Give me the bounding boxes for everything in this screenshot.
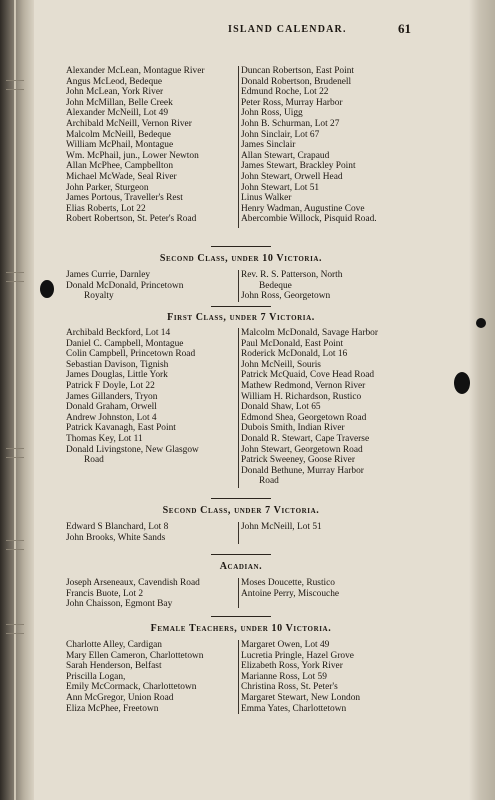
- sec5-left-column: [66, 640, 238, 714]
- list-item-continuation: Royalty: [84, 291, 114, 302]
- list-item: Sarah Henderson, Belfast: [66, 661, 162, 672]
- page-number: 61: [398, 21, 411, 36]
- section-heading: Second Class, under 10 Victoria.: [159, 253, 323, 264]
- list-item: Alexander McNeill, Lot 49: [66, 108, 169, 119]
- list-item: Margaret Stewart, New London: [241, 692, 361, 703]
- section-rule: [211, 246, 271, 247]
- list-item: Elias Roberts, Lot 22: [66, 203, 146, 214]
- list-item: Thomas Key, Lot 11: [66, 433, 143, 444]
- list-item: Edmund Roche, Lot 22: [241, 87, 329, 98]
- list-item: Alexander McLean, Montague River: [66, 66, 205, 76]
- list-item: Daniel C. Campbell, Montague: [66, 338, 184, 349]
- list-item: James Stewart, Brackley Point: [241, 161, 356, 172]
- list-item: John McNeill, Lot 51: [241, 522, 322, 532]
- list-item: Marianne Ross, Lot 59: [241, 671, 327, 682]
- list-item: Allan McPhee, Campbellton: [66, 161, 174, 172]
- binding-stitch: [6, 448, 24, 458]
- section-heading: Second Class, under 7 Victoria.: [162, 505, 320, 516]
- section-female-teachers: [66, 616, 416, 716]
- list-item: Malcolm McDonald, Savage Harbor: [241, 328, 378, 338]
- list-item: Edward S Blanchard, Lot 8: [66, 522, 169, 532]
- list-item: Dubois Smith, Indian River: [241, 423, 345, 434]
- sec2-right-column: [241, 328, 416, 487]
- list-item: John Sinclair, Lot 67: [241, 129, 320, 140]
- list-item: John McNeill, Souris: [241, 359, 321, 370]
- list-item: Colin Campbell, Princetown Road: [66, 349, 196, 360]
- list-item: Peter Ross, Murray Harbor: [241, 97, 343, 108]
- list-item: William H. Richardson, Rustico: [241, 391, 362, 402]
- column-divider: [238, 522, 239, 544]
- list-item: John B. Schurman, Lot 27: [241, 118, 340, 129]
- section-heading: First Class, under 7 Victoria.: [167, 312, 315, 323]
- list-item: Andrew Johnston, Lot 4: [66, 412, 157, 423]
- list-item: Archibald Beckford, Lot 14: [66, 328, 171, 338]
- ink-blot: [454, 372, 470, 394]
- list-item: John Stewart, Lot 51: [241, 182, 320, 193]
- sec2-left-column: [66, 328, 238, 466]
- list-item: John McMillan, Belle Creek: [66, 97, 173, 108]
- list-item: Joseph Arseneaux, Cavendish Road: [66, 578, 200, 588]
- list-item: John McLean, York River: [66, 87, 164, 98]
- list-item: Charlotte Alley, Cardigan: [66, 640, 162, 650]
- list-item: Ann McGregor, Union Road: [66, 692, 174, 703]
- list-item: Duncan Robertson, East Point: [241, 66, 355, 76]
- column-divider: [238, 328, 239, 488]
- section-first-class-7: [66, 306, 416, 490]
- list-item: Robert Robertson, St. Peter's Road: [66, 214, 197, 225]
- binding-thread: [14, 0, 16, 800]
- list-item: Edmond Shea, Georgetown Road: [241, 412, 367, 423]
- section-rule: [211, 498, 271, 499]
- list-item: Lucretia Pringle, Hazel Grove: [241, 650, 354, 661]
- section-heading: Acadian.: [219, 561, 263, 572]
- list-item: James Gillanders, Tryon: [66, 391, 158, 402]
- list-item: John Stewart, Georgetown Road: [241, 444, 363, 455]
- page-header: [60, 21, 495, 42]
- column-divider: [238, 640, 239, 714]
- list-item: Henry Wadman, Augustine Cove: [241, 203, 365, 214]
- list-item: Christina Ross, St. Peter's: [241, 682, 338, 693]
- sec3-right-column: [241, 522, 416, 533]
- list-item: Rev. R. S. Patterson, North: [241, 270, 343, 280]
- list-item: John Chaisson, Egmont Bay: [66, 599, 173, 610]
- list-item: Priscilla Logan,: [66, 671, 126, 682]
- list-item-continuation: Road: [259, 476, 279, 487]
- list-item: Archibald McNeill, Vernon River: [66, 118, 192, 129]
- book-spine: [0, 0, 34, 800]
- list-item: John Ross, Uigg: [241, 108, 303, 119]
- list-item: Francis Buote, Lot 2: [66, 588, 144, 599]
- section-rule: [211, 554, 271, 555]
- list-item: Paul McDonald, East Point: [241, 338, 344, 349]
- section-rule: [211, 306, 271, 307]
- sec3-left-column: [66, 522, 238, 543]
- list-item: Mary Ellen Cameron, Charlottetown: [66, 650, 204, 661]
- list-item: James Sinclair: [241, 140, 296, 151]
- binding-stitch: [6, 624, 24, 634]
- list-item: Donald Bethune, Murray Harbor: [241, 465, 364, 476]
- list-item-continuation: Road: [84, 455, 104, 466]
- section-second-class-7: [66, 498, 416, 546]
- list-item: Moses Doucette, Rustico: [241, 578, 335, 588]
- list-item: Patrick Sweeney, Goose River: [241, 455, 355, 466]
- sec5-right-column: [241, 640, 416, 714]
- ink-blot: [40, 280, 54, 298]
- list-item: Donald McDonald, Princetown: [66, 280, 184, 291]
- list-item: Eliza McPhee, Freetown: [66, 703, 159, 714]
- running-title: ISLAND CALENDAR.: [228, 24, 347, 35]
- list-item: James Portous, Traveller's Rest: [66, 193, 183, 204]
- column-divider: [238, 66, 239, 228]
- torn-page-edge: [469, 0, 495, 800]
- list-item: John Ross, Georgetown: [241, 291, 331, 302]
- list-item: Emma Yates, Charlottetown: [241, 703, 347, 714]
- list-item: Donald Livingstone, New Glasgow: [66, 444, 199, 455]
- list-item: William McPhail, Montague: [66, 140, 174, 151]
- list-item: Patrick F Doyle, Lot 22: [66, 380, 155, 391]
- list-item-continuation: Bedeque: [259, 280, 292, 291]
- list-item: John Brooks, White Sands: [66, 532, 166, 543]
- section-heading: Female Teachers, under 10 Victoria.: [150, 623, 332, 634]
- list-item: Elizabeth Ross, York River: [241, 661, 343, 672]
- column-divider: [238, 578, 239, 608]
- list-item: Roderick McDonald, Lot 16: [241, 349, 348, 360]
- list-item: Donald Robertson, Brudenell: [241, 76, 352, 87]
- sec4-left-column: [66, 578, 238, 610]
- top-listing: [66, 66, 416, 231]
- section-second-class-10: [66, 246, 416, 304]
- list-item: Donald Shaw, Lot 65: [241, 402, 321, 413]
- list-item: Emily McCormack, Charlottetown: [66, 682, 197, 693]
- list-item: Donald Graham, Orwell: [66, 402, 157, 413]
- list-item: Sebastian Davison, Tignish: [66, 359, 169, 370]
- list-item: Patrick McQuaid, Cove Head Road: [241, 370, 375, 381]
- list-item: Malcolm McNeill, Bedeque: [66, 129, 171, 140]
- list-item: Margaret Owen, Lot 49: [241, 640, 330, 650]
- ink-blot: [476, 318, 486, 328]
- binding-stitch: [6, 540, 24, 550]
- column-divider: [238, 270, 239, 302]
- sec1-left-column: [66, 270, 238, 302]
- binding-stitch: [6, 80, 24, 90]
- list-item: Abercombie Willock, Pisquid Road.: [241, 214, 377, 225]
- top-right-column: [241, 66, 416, 225]
- section-acadian: [66, 554, 416, 612]
- sec4-right-column: [241, 578, 416, 599]
- list-item: James Currie, Darnley: [66, 270, 151, 280]
- list-item: Allan Stewart, Crapaud: [241, 150, 330, 161]
- list-item: James Douglas, Little York: [66, 370, 168, 381]
- list-item: Linus Walker: [241, 193, 292, 204]
- list-item: John Parker, Sturgeon: [66, 182, 149, 193]
- section-rule: [211, 616, 271, 617]
- list-item: John Stewart, Orwell Head: [241, 171, 343, 182]
- list-item: Antoine Perry, Miscouche: [241, 588, 340, 599]
- list-item: Mathew Redmond, Vernon River: [241, 380, 366, 391]
- list-item: Donald R. Stewart, Cape Traverse: [241, 433, 370, 444]
- list-item: Wm. McPhail, jun., Lower Newton: [66, 150, 199, 161]
- sec1-right-column: [241, 270, 416, 302]
- binding-stitch: [6, 272, 24, 282]
- list-item: Angus McLeod, Bedeque: [66, 76, 163, 87]
- list-item: Michael McWade, Seal River: [66, 171, 177, 182]
- top-left-column: [66, 66, 238, 225]
- list-item: Patrick Kavanagh, East Point: [66, 423, 176, 434]
